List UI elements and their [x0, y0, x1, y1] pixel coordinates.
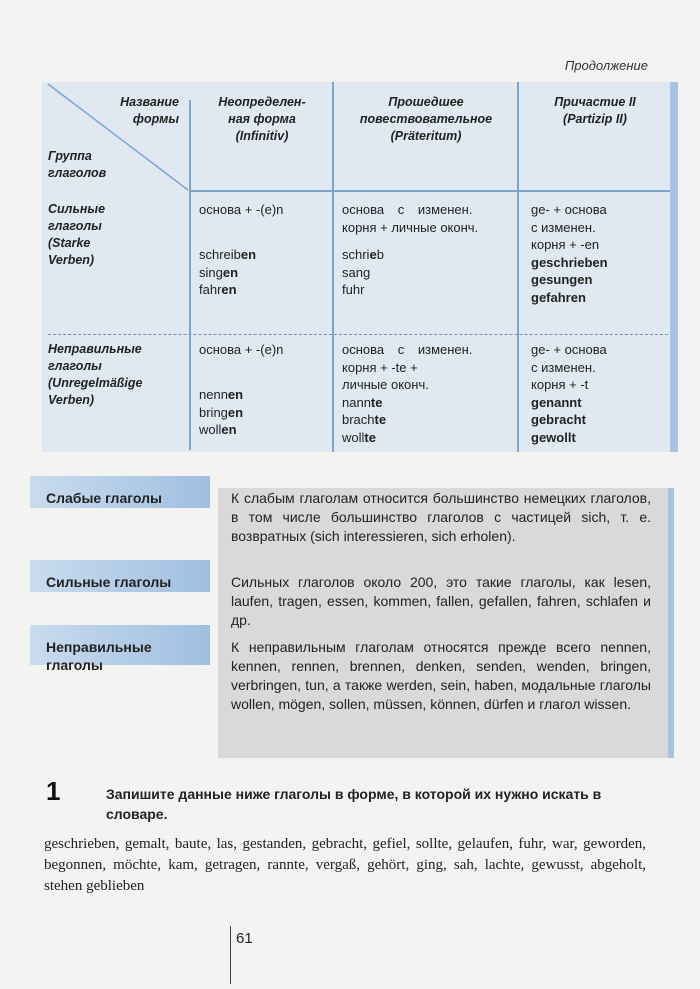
column-divider [332, 82, 334, 452]
row-divider [48, 334, 668, 335]
column-header-praeteritum: Прошедшее повествовательное (Präteritum) [359, 95, 493, 143]
page-number-rule [230, 926, 231, 984]
cell-irregular-infinitiv: основа + -(e)n nennen bringen wollen [199, 342, 284, 437]
table-edge-stripe [670, 82, 678, 452]
row-group-irregular: Неправильные глаголы (Unregelmäßige Verben) [48, 342, 143, 407]
continuation-label: Продолжение [564, 58, 648, 73]
term-weak-verbs: Слабые глаголы [46, 490, 162, 506]
header-verb-group: Группа глаголов [48, 149, 107, 180]
cell-irregular-partizip: ge- + основа с изменен. корня + -t genannt gebracht gewollt [531, 342, 607, 445]
definition-strong-verbs: Сильных глаголов около 200, это такие глаголы, как lesen, laufen, tragen, essen, kommen, fallen, gefallen, fahren, schlafen и др. [231, 574, 651, 628]
exercise-word-list: geschrieben, gemalt, baute, las, gestanden, gebracht, gefiel, sollte, gelaufen, fuhr, war, geworden, begonnen, möchte, kam, getragen, rannte, vergaß, gehört, ging, sah, lachte, gewusst, abgeholt, stehen geblieben [44, 836, 646, 894]
page-number: 61 [236, 930, 253, 947]
header-divider [190, 190, 670, 192]
cell-strong-infinitiv: основа + -(e)n schreiben singen fahren [199, 202, 284, 297]
cell-irregular-praeteritum: основа с изменен. корня + -te + личные оконч. nannte brachte wollte [342, 342, 473, 445]
header-form-name: Название формы [120, 95, 179, 126]
exercise-number: 1 [46, 776, 61, 806]
cell-strong-partizip: ge- + основа с изменен. корня + -en geschrieben gesungen gefahren [531, 202, 608, 305]
definition-weak-verbs: К слабым глаголам относится большинство немецких глаголов, в том числе большинство глаголов с частицей sich, т. е. возвратных (sich interessieren, sich erholen). [231, 490, 651, 544]
term-strong-verbs: Сильные глаголы [46, 574, 172, 590]
column-divider [189, 100, 191, 450]
definition-irregular-verbs: К неправильным глаголам относятся прежде всего nennen, kennen, rennen, brennen, denken, senden, wenden, bringen, verbringen, tun, а также werden, sein, haben, модальные глаголы wollen, mögen, sollen, müssen, können, dürfen и глагол wissen. [231, 639, 651, 712]
verb-forms-table [42, 82, 678, 452]
row-group-strong: Сильные глаголы (Starke Verben) [48, 202, 106, 267]
column-header-partizip: Причастие II (Partizip II) [554, 95, 636, 126]
column-divider [517, 82, 519, 452]
column-header-infinitiv: Неопределен- ная форма (Infinitiv) [218, 95, 306, 143]
term-irregular-verbs: Неправильные глаголы [46, 639, 152, 673]
cell-strong-praeteritum: основа с изменен. корня + личные оконч. schrieb sang fuhr [342, 202, 479, 297]
exercise-task: Запишите данные ниже глаголы в форме, в которой их нужно искать в словаре. [106, 786, 602, 822]
